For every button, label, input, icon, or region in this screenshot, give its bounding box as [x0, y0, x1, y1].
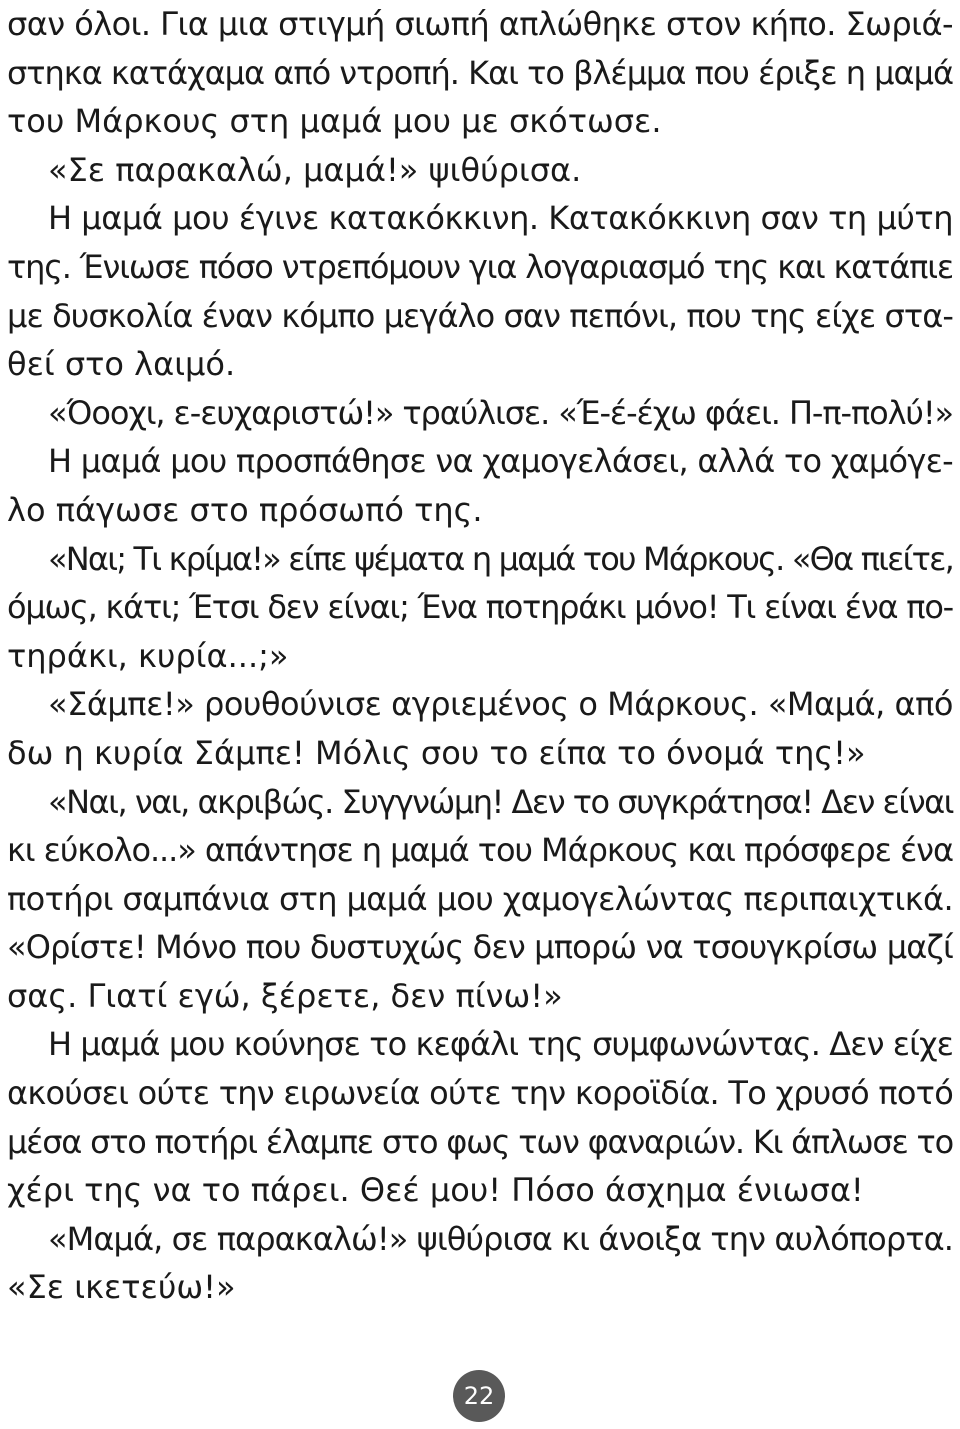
- text-line: σας. Γιατί εγώ, ξέρετε, δεν πίνω!»: [7, 976, 563, 1015]
- text-line: μέσα στο ποτήρι έλαμπε στο φως των φαναριών. Κι άπλωσε το: [7, 1122, 953, 1161]
- text-line: με δυσκολία έναν κόμπο μεγάλο σαν πεπόνι, που της είχε στα-: [7, 296, 954, 335]
- text-line: στηκα κατάχαμα από ντροπή. Και το βλέμμα που έριξε η μαμά: [7, 53, 954, 92]
- text-line: Η μαμά μου κούνησε το κεφάλι της συμφωνώντας. Δεν είχε: [48, 1025, 954, 1064]
- text-line: του Μάρκους στη μαμά μου με σκότωσε.: [7, 102, 662, 141]
- text-line: της. Ένιωσε πόσο ντρεπόμουν για λογαριασμό της και κατάπιε: [7, 247, 953, 286]
- text-line: θεί στο λαιμό.: [7, 345, 236, 384]
- text-line: «Ορίστε! Μόνο που δυστυχώς δεν μπορώ να τσουγκρίσω μαζί: [7, 928, 954, 967]
- text-line: χέρι της να το πάρει. Θεέ μου! Πόσο άσχημα ένιωσα!: [7, 1171, 864, 1210]
- text-line: «Σάμπε!» ρουθούνισε αγριεμένος ο Μάρκους. «Μαμά, από: [48, 685, 953, 724]
- text-line: Η μαμά μου προσπάθησε να χαμογελάσει, αλλά το χαμόγε-: [48, 442, 953, 481]
- text-line: όμως, κάτι; Έτσι δεν είναι; Ένα ποτηράκι μόνο! Τι είναι ένα πο-: [7, 588, 953, 627]
- body-text: [7, 0, 953, 1312]
- text-line: κι εύκολο...» απάντησε η μαμά του Μάρκους και πρόσφερε ένα: [7, 831, 953, 870]
- text-line: λο πάγωσε στο πρόσωπό της.: [7, 490, 483, 529]
- text-line: τηράκι, κυρία...;»: [7, 636, 289, 675]
- text-line: «Όοοχι, ε-ευχαριστώ!» τραύλισε. «Έ-έ-έχω φάει. Π-π-πολύ!»: [48, 393, 954, 432]
- page-number-badge: 22: [453, 1370, 505, 1422]
- text-line: σαν όλοι. Για μια στιγμή σιωπή απλώθηκε στον κήπο. Σωριά-: [7, 5, 953, 43]
- text-line: ποτήρι σαμπάνια στη μαμά μου χαμογελώντας περιπαιχτικά.: [7, 879, 954, 918]
- text-line: «Μαμά, σε παρακαλώ!» ψιθύρισα κι άνοιξα την αυλόπορτα.: [48, 1219, 954, 1258]
- text-line: ακούσει ούτε την ειρωνεία ούτε την κοροϊδία. Το χρυσό ποτό: [7, 1074, 954, 1113]
- text-line: Η μαμά μου έγινε κατακόκκινη. Κατακόκκινη σαν τη μύτη: [48, 199, 954, 238]
- text-line: «Ναι, ναι, ακριβώς. Συγγνώμη! Δεν το συγκράτησα! Δεν είναι: [48, 782, 954, 821]
- text-line: δω η κυρία Σάμπε! Μόλις σου το είπα το όνομά της!»: [7, 733, 866, 772]
- text-line: «Σε παρακαλώ, μαμά!» ψιθύρισα.: [48, 150, 582, 189]
- text-line: «Σε ικετεύω!»: [7, 1268, 236, 1307]
- text-line: «Ναι; Τι κρίμα!» είπε ψέματα η μαμά του Μάρκους. «Θα πιείτε,: [48, 539, 953, 578]
